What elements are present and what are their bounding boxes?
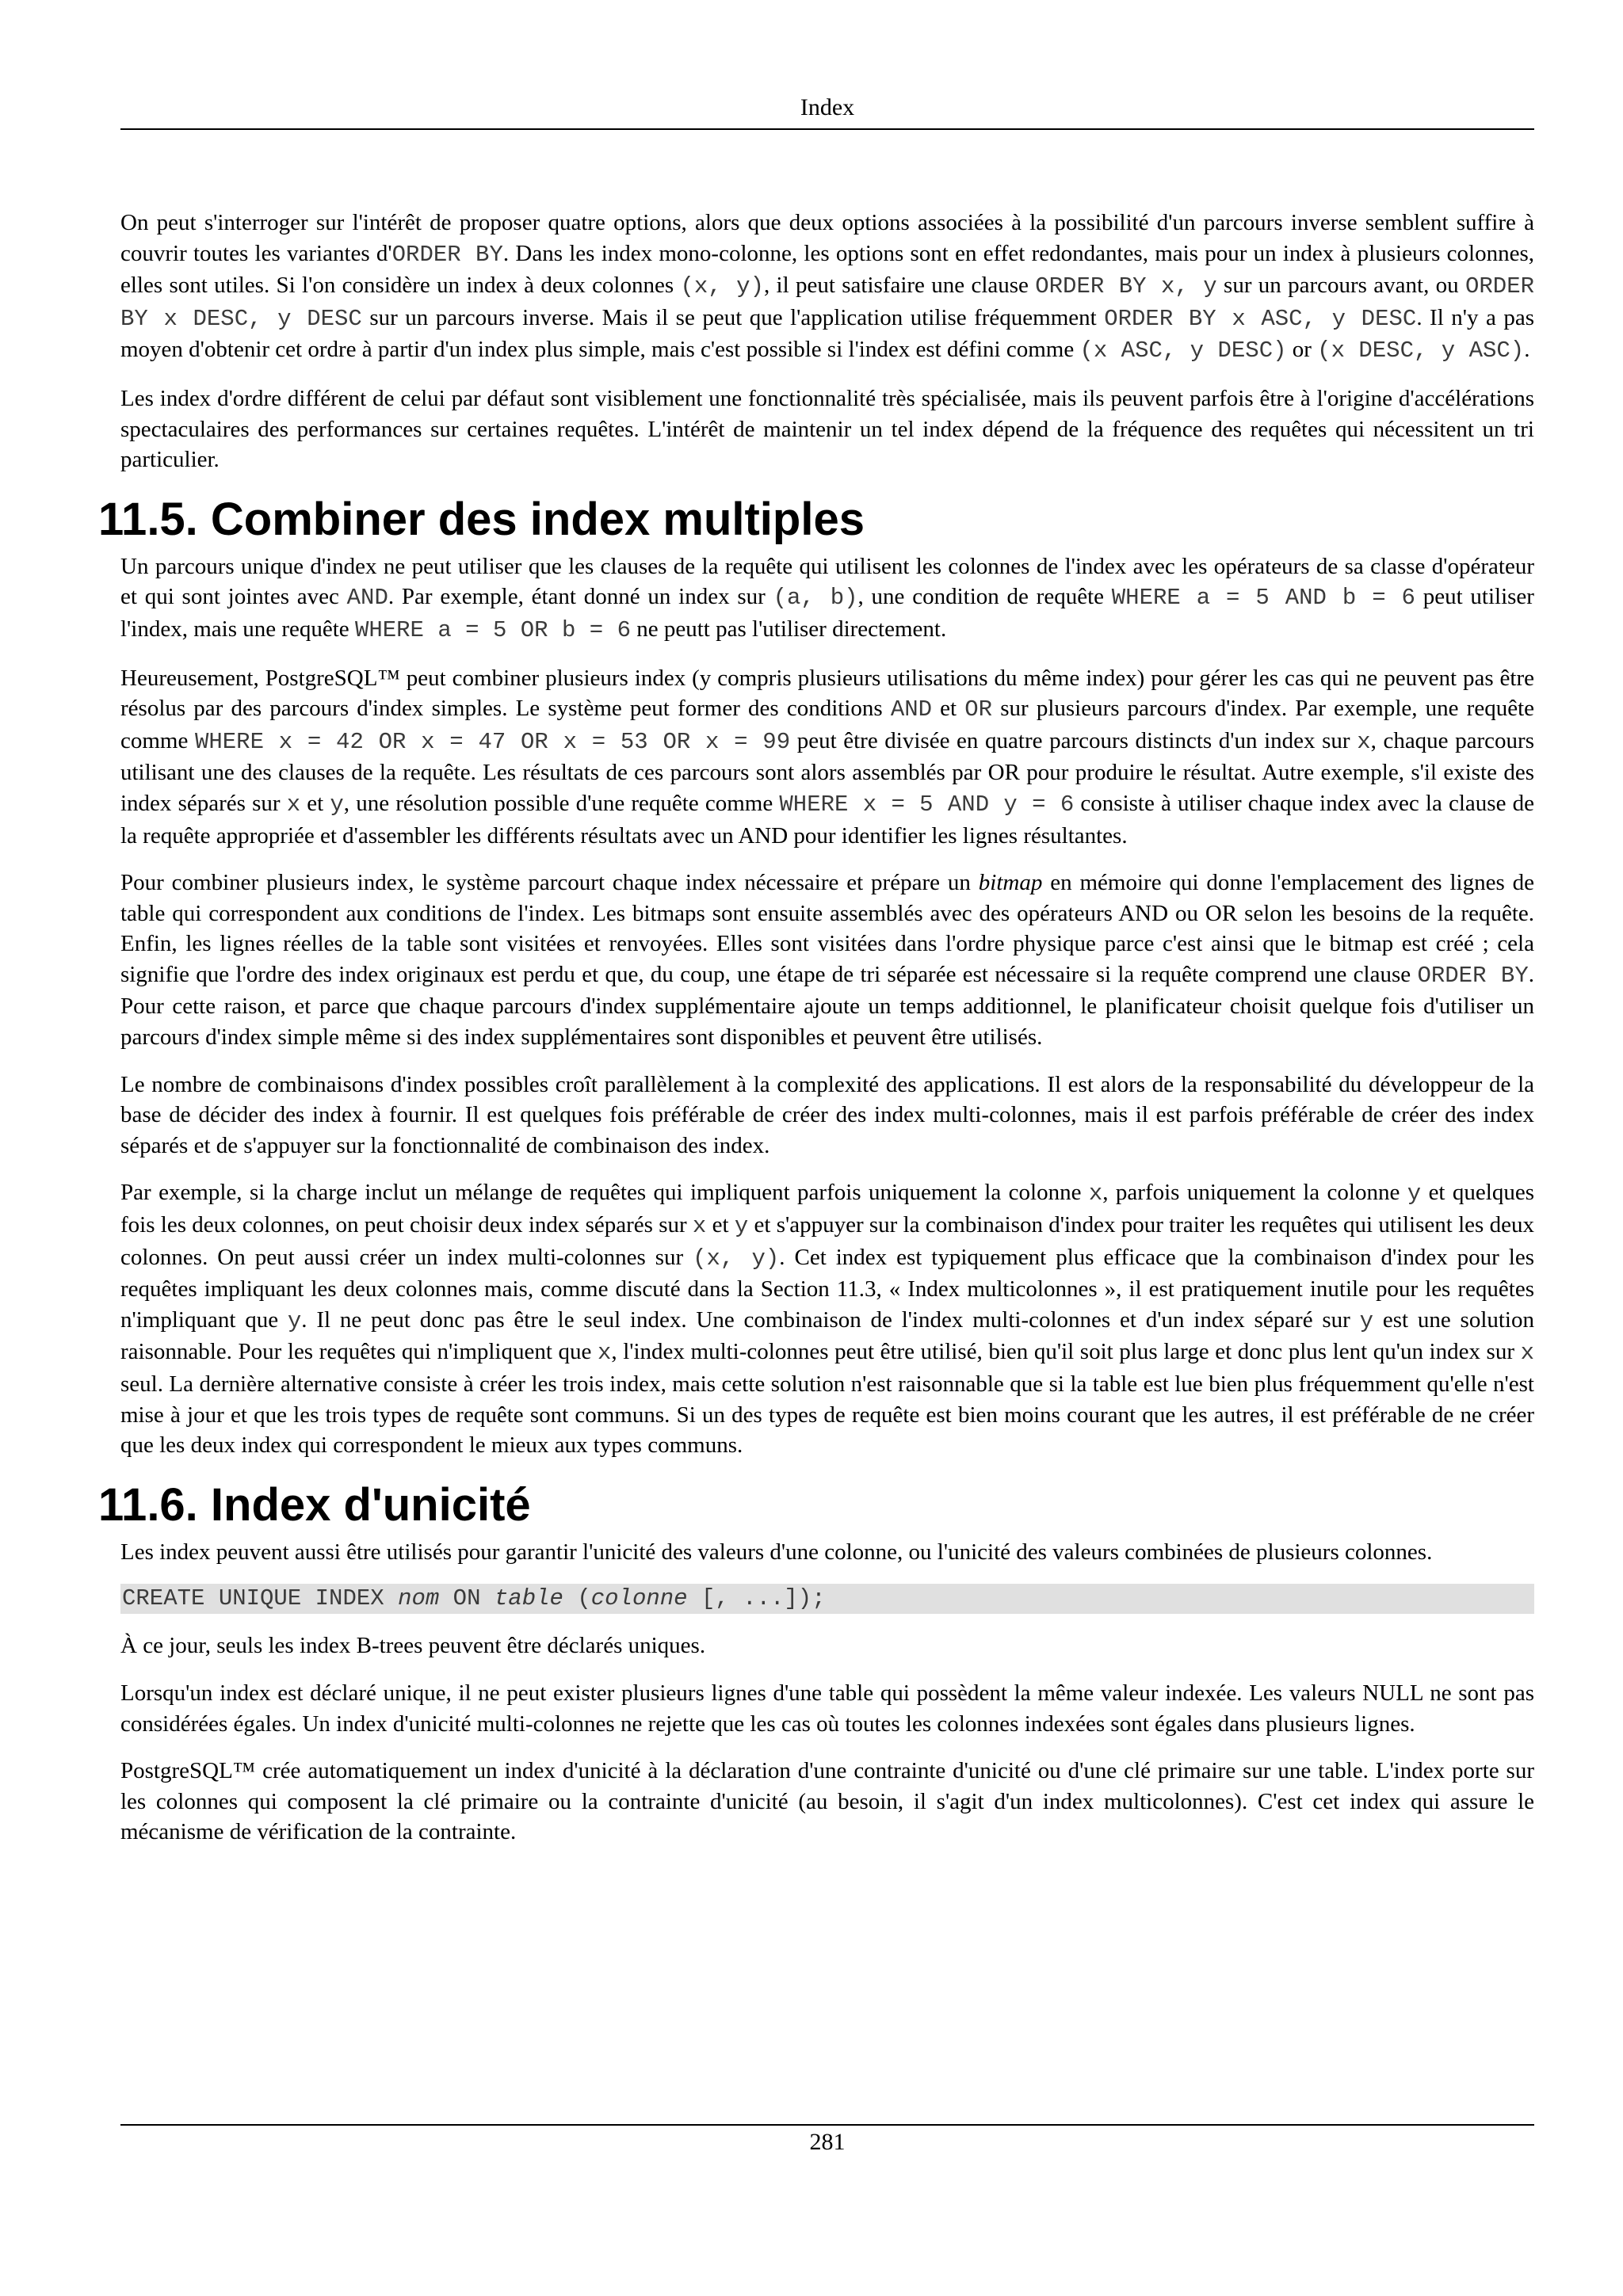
inline-code: (x ASC, y DESC) (1079, 338, 1287, 364)
text-run: et s'appuyer sur la combinaison d'index pour traiter les requêtes qui utilisent les deux colonnes. On peut aussi créer un index multi-colonnes sur (120, 1212, 1534, 1270)
code-run: [, ...]); (687, 1585, 826, 1612)
text-run: Heureusement, PostgreSQL™ peut combiner plusieurs index (y compris plusieurs utilisations du même index) pour gérer les cas qui ne peuvent pas être résolus par des parcours d'index simples. Le système peut former des conditions (120, 665, 1534, 722)
text-run: et quelques fois les deux colonnes, on peut choisir deux index séparés sur (120, 1180, 1534, 1238)
section-heading-11-6: 11.6. Index d'unicité (98, 1478, 531, 1531)
paragraph-order-options (120, 208, 1534, 367)
paragraph-unique-intro: Les index peuvent aussi être utilisés pour garantir l'unicité des valeurs d'une colonne, ou l'unicité des valeurs combinées de plusieurs colonnes. (120, 1539, 1433, 1565)
text-run: sur un parcours inverse. Mais il se peut que l'application utilise fréquemment (361, 304, 1105, 330)
page-content (98, 208, 1535, 1864)
running-header: Index (800, 94, 855, 120)
paragraph-unique-semantics: Lorsqu'un index est déclaré unique, il ne peut exister plusieurs lignes d'une table qui possèdent la même valeur indexée. Les valeurs NULL ne sont pas considérées égales. Un index d'unicité multi-colonnes ne rejette que les cas où toutes les colonnes indexées sont égales dans plusieurs lignes. (120, 1680, 1534, 1737)
code-placeholder: colonne (590, 1585, 688, 1612)
paragraph-auto-unique: PostgreSQL™ crée automatiquement un index d'unicité à la déclaration d'une contrainte d'unicité ou d'une clé primaire sur une table. L'index porte sur les colonnes qui composent la clé primaire ou la contrainte d'unicité (au besoin, il s'agit d'un index multicolonnes). C'est cet index qui assure le mécanisme de vérification de la contrainte. (120, 1758, 1534, 1845)
text-run: On peut s'interroger sur l'intérêt de proposer quatre options, alors que deux options associées à la possibilité d'un parcours inverse semblent suffire à couvrir toutes les variantes d' (120, 210, 1534, 266)
page-number: 281 (809, 2129, 846, 2155)
text-run: Par exemple, si la charge inclut un mélange de requêtes qui impliquent parfois uniquement la colonne (120, 1180, 1089, 1206)
code-placeholder: nom (398, 1585, 440, 1612)
text-run: Pour combiner plusieurs index, le système parcourt chaque index nécessaire et prépare un (120, 870, 979, 896)
text-run: . Pour cette raison, et parce que chaque parcours d'index supplémentaire ajoute un temps additionnel, le planificateur choisit quelque fois d'utiliser un parcours d'index simple même si des index supplémentaires sont disponibles et peuvent être utilisés. (120, 961, 1534, 1051)
code-synopsis (120, 1584, 1534, 1614)
text-run: et (932, 696, 965, 722)
paragraph-order-specialized: Les index d'ordre différent de celui par défaut sont visiblement une fonctionnalité très spécialisée, mais ils peuvent parfois être à l'origine d'accélérations spectaculaires des performances sur certaines requêtes. L'intérêt de maintenir un tel index dépend de la fréquence des requêtes qui nécessitent un tri particulier. (120, 385, 1534, 473)
text-run: sur un parcours avant, ou (1216, 273, 1465, 299)
text-run: peut être divisée en quatre parcours distincts d'un index sur (790, 727, 1358, 753)
text-run: , une résolution possible d'une requête comme (343, 790, 780, 816)
paragraph-single-scan (120, 551, 1534, 646)
inline-code: ORDER BY (391, 241, 503, 268)
inline-code: y (1407, 1180, 1422, 1207)
inline-code: (x DESC, y ASC) (1317, 338, 1525, 364)
section-heading-11-5: 11.5. Combiner des index multiples (98, 493, 865, 545)
inline-code: AND (346, 585, 388, 612)
inline-code: OR (964, 696, 993, 723)
text-run: , l'index multi-colonnes peut être utilisé, bien qu'il soit plus large et donc plus lent qu'un index sur (611, 1339, 1521, 1365)
text-run: . Par exemple, étant donné un index sur (388, 584, 773, 610)
inline-code: ORDER BY x DESC, y DESC (120, 273, 1535, 332)
paragraph-combination-count: Le nombre de combinaisons d'index possibles croît parallèlement à la complexité des applications. Il est alors de la responsabilité du développeur de la base de décider des index à fournir. Il est quelques fois préférable de créer des index multi-colonnes, mais il est parfois préférable de créer des index séparés et de s'appuyer sur la fonctionnalité de combinaison des index. (120, 1071, 1534, 1158)
header-rule (120, 128, 1534, 130)
text-run: et (706, 1212, 735, 1238)
text-run: , il peut satisfaire une clause (763, 273, 1036, 299)
inline-code: x (1520, 1340, 1534, 1367)
inline-code: (x, y) (693, 1245, 780, 1272)
inline-code: y (1359, 1307, 1374, 1334)
text-run: . Il n'y a pas moyen d'obtenir cet ordre à partir d'un index plus simple, mais c'est possible si l'index est défini comme (120, 304, 1535, 363)
paragraph-btree-only: À ce jour, seuls les index B-trees peuvent être déclarés uniques. (120, 1633, 706, 1659)
inline-code: x (597, 1340, 612, 1367)
paragraph-combine-index (120, 663, 1534, 852)
inline-code: WHERE a = 5 OR b = 6 (354, 616, 631, 643)
inline-code: ORDER BY x ASC, y DESC (1104, 305, 1417, 332)
paragraph-example-workload (120, 1177, 1534, 1460)
text-run: ne peutt pas l'utiliser directement. (631, 616, 947, 642)
text-run: en mémoire qui donne l'emplacement des lignes de table qui correspondent aux conditions de l'index. Les bitmaps sont ensuite assemblés avec des opérateurs AND ou OR selon les besoins de la requête. Enfin, les lignes réelles de la table sont visitées et renvoyées. Elles sont visitées dans l'ordre physique parce c'est ainsi que le bitmap est créé ; cela signifie que l'ordre des index originaux est perdu et que, du coup, une étape de tri séparée est nécessaire si la requête comprend une clause (120, 870, 1534, 987)
text-run: , chaque parcours utilisant une des clauses de la requête. Les résultats de ces parcours sont alors assemblés par OR pour produire le résultat. Autre exemple, s'il existe des index séparés sur (120, 727, 1534, 816)
code-run: ( (563, 1585, 591, 1612)
emphasis-term: bitmap (978, 870, 1043, 896)
inline-code: x (1088, 1180, 1103, 1207)
inline-code: x (1357, 728, 1371, 755)
footer-rule (120, 2124, 1534, 2126)
inline-code: x (286, 791, 301, 818)
inline-code: WHERE a = 5 AND b = 6 (1111, 585, 1415, 612)
paragraph-bitmap (120, 868, 1534, 1053)
text-run: , parfois uniquement la colonne (1102, 1180, 1407, 1206)
inline-code: ORDER BY (1417, 962, 1529, 989)
text-run: , une condition de requête (857, 584, 1112, 610)
inline-code: WHERE x = 5 AND y = 6 (779, 791, 1075, 818)
text-run: seul. La dernière alternative consiste à créer les trois index, mais cette solution n'est raisonnable que si la table est lue bien plus fréquemment qu'elle n'est mise à jour et que les trois types de requête sont communs. Si un des types de requête est bien moins courant que les autres, il est préférable de ne créer que les deux index qui correspondent le mieux aux types communs. (120, 1371, 1534, 1459)
code-placeholder: table (494, 1585, 563, 1612)
inline-code: ORDER BY x, y (1035, 273, 1217, 300)
text-run: et (300, 790, 330, 816)
inline-code: AND (890, 696, 933, 723)
text-run: Un parcours unique d'index ne peut utiliser que les clauses de la requête qui utilisent les colonnes de l'index avec les opérateurs de sa classe d'opérateur et qui sont jointes avec (120, 553, 1534, 610)
inline-code: x (692, 1213, 707, 1240)
text-run: est une solution raisonnable. Pour les requêtes qui n'impliquent que (120, 1306, 1534, 1365)
inline-code: (a, b) (773, 585, 858, 612)
code-run: ON (439, 1585, 495, 1612)
text-run: . Cet index est typiquement plus efficace que la combinaison d'index pour les requêtes impliquant les deux colonnes mais, comme discuté dans la Section 11.3, « Index multicolonnes », il est pratiquement inutile pour les requêtes n'impliquant que (120, 1244, 1534, 1333)
inline-code: (x, y) (680, 273, 764, 300)
code-run: CREATE UNIQUE INDEX (122, 1585, 399, 1612)
inline-code: y (287, 1307, 302, 1334)
text-run: or (1286, 337, 1318, 363)
text-run: sur plusieurs parcours d'index. Par exemple, une requête comme (120, 696, 1534, 753)
inline-code: y (330, 791, 344, 818)
inline-code: WHERE x = 42 OR x = 47 OR x = 53 OR x = 99 (194, 728, 791, 755)
text-run: consiste à utiliser chaque index avec la clause de la requête appropriée et d'assembler les différents résultats avec un AND pour identifier les lignes résultantes. (120, 790, 1535, 849)
text-run: peut utiliser l'index, mais une requête (120, 584, 1534, 642)
text-run: . Dans les index mono-colonne, les options sont en effet redondantes, mais pour un index à plusieurs colonnes, elles sont utiles. Si l'on considère un index à deux colonnes (120, 240, 1534, 299)
text-run: . (1524, 337, 1530, 363)
text-run: . Il ne peut donc pas être le seul index. Une combinaison de l'index multi-colonnes et d'un index séparé sur (301, 1306, 1360, 1333)
inline-code: y (734, 1213, 749, 1240)
